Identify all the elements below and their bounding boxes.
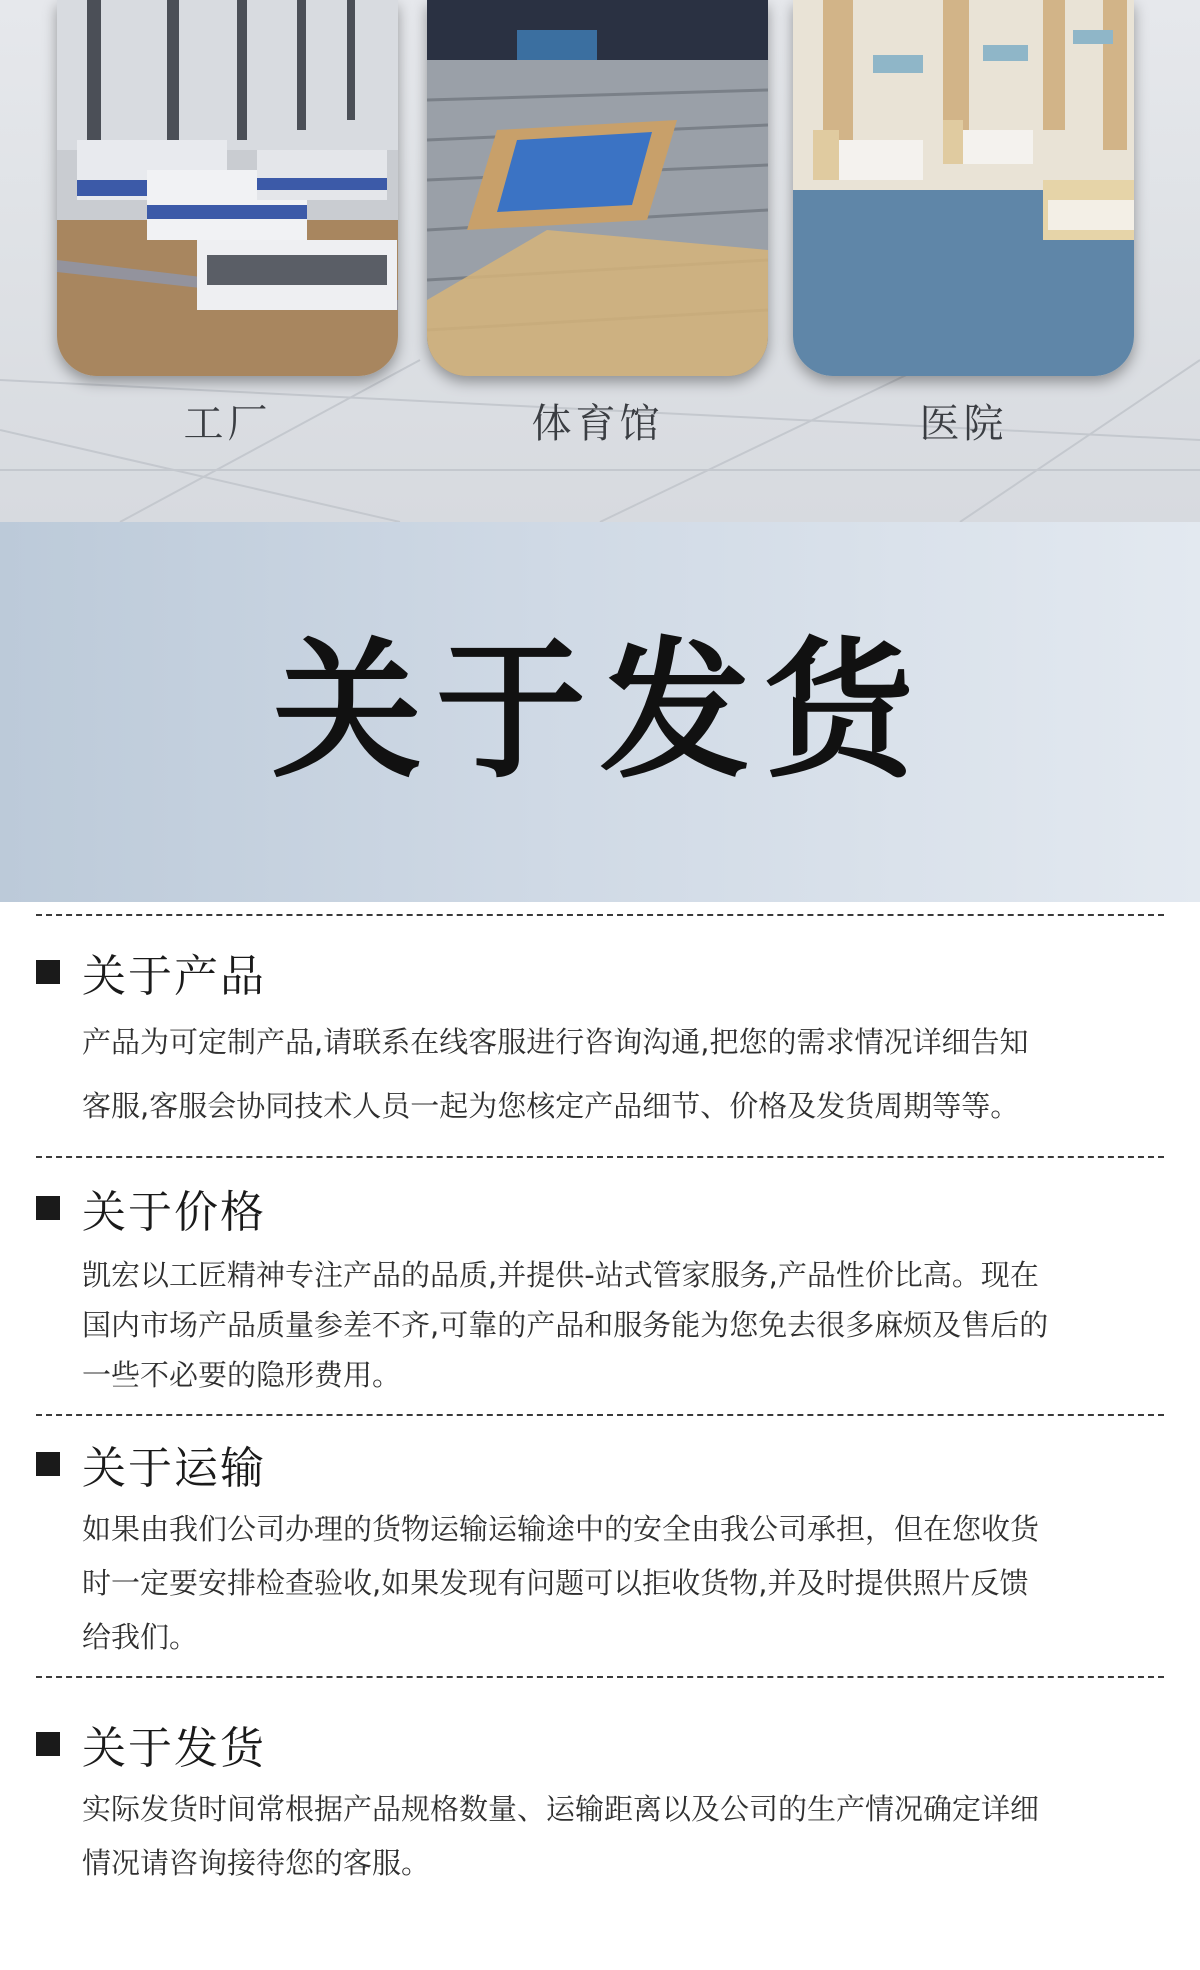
section-text-line: 一些不必要的隐形费用。 xyxy=(82,1358,402,1392)
section-body-transport xyxy=(82,1502,1162,1664)
section-title-transport: 关于运输 xyxy=(82,1443,266,1494)
shipping-banner xyxy=(0,522,1200,902)
section-text-line: 实际发货时间常根据产品规格数量、运输距离以及公司的生产情况确定详细 xyxy=(82,1792,1040,1826)
section-body-price xyxy=(82,1250,1162,1400)
hospital-photo xyxy=(793,0,1134,376)
stadium-photo xyxy=(427,0,768,376)
bullet-square-icon xyxy=(36,1452,60,1476)
bullet-square-icon xyxy=(36,960,60,984)
factory-photo xyxy=(57,0,398,376)
section-text-line: 客服,客服会协同技术人员一起为您核定产品细节、价格及发货周期等等。 xyxy=(82,1089,1020,1123)
section-text-line: 产品为可定制产品,请联系在线客服进行咨询沟通,把您的需求情况详细告知 xyxy=(82,1025,1029,1059)
section-header-shipping xyxy=(36,1716,266,1772)
section-body-shipping xyxy=(82,1782,1162,1890)
section-text-line: 凯宏以工匠精神专注产品的品质,并提供-站式管家服务,产品性价比高。现在 xyxy=(82,1258,1039,1292)
section-title-shipping: 关于发货 xyxy=(82,1723,266,1774)
section-body-product xyxy=(82,1010,1162,1138)
factory-photo-icon xyxy=(57,0,398,376)
section-header-price xyxy=(36,1180,266,1236)
bullet-square-icon xyxy=(36,1732,60,1756)
section-title-price: 关于价格 xyxy=(82,1187,266,1238)
divider xyxy=(36,914,1164,916)
divider xyxy=(36,1414,1164,1416)
stadium-photo-icon xyxy=(427,0,768,376)
section-text-line: 如果由我们公司办理的货物运输运输途中的安全由我公司承担，但在您收货 xyxy=(82,1512,1040,1546)
section-text-line: 给我们。 xyxy=(82,1620,199,1654)
section-text-line: 国内市场产品质量参差不齐,可靠的产品和服务能为您免去很多麻烦及售后的 xyxy=(82,1308,1049,1342)
section-text-line: 情况请咨询接待您的客服。 xyxy=(82,1846,431,1880)
banner-title: 关于发货 xyxy=(271,625,928,799)
section-header-product xyxy=(36,944,266,1000)
application-scenes xyxy=(0,0,1200,522)
section-text-line: 时一定要安排检查验收,如果发现有问题可以拒收货物,并及时提供照片反馈 xyxy=(82,1566,1029,1600)
section-title-product: 关于产品 xyxy=(82,951,266,1002)
scene-label-factory: 工厂 xyxy=(183,401,272,447)
scene-label-stadium: 体育馆 xyxy=(531,401,664,447)
hospital-photo-icon xyxy=(793,0,1134,376)
divider xyxy=(36,1156,1164,1158)
bullet-square-icon xyxy=(36,1196,60,1220)
info-sections xyxy=(0,902,1200,1970)
divider xyxy=(36,1676,1164,1678)
section-header-transport xyxy=(36,1436,266,1492)
scene-label-hospital: 医院 xyxy=(919,401,1008,447)
